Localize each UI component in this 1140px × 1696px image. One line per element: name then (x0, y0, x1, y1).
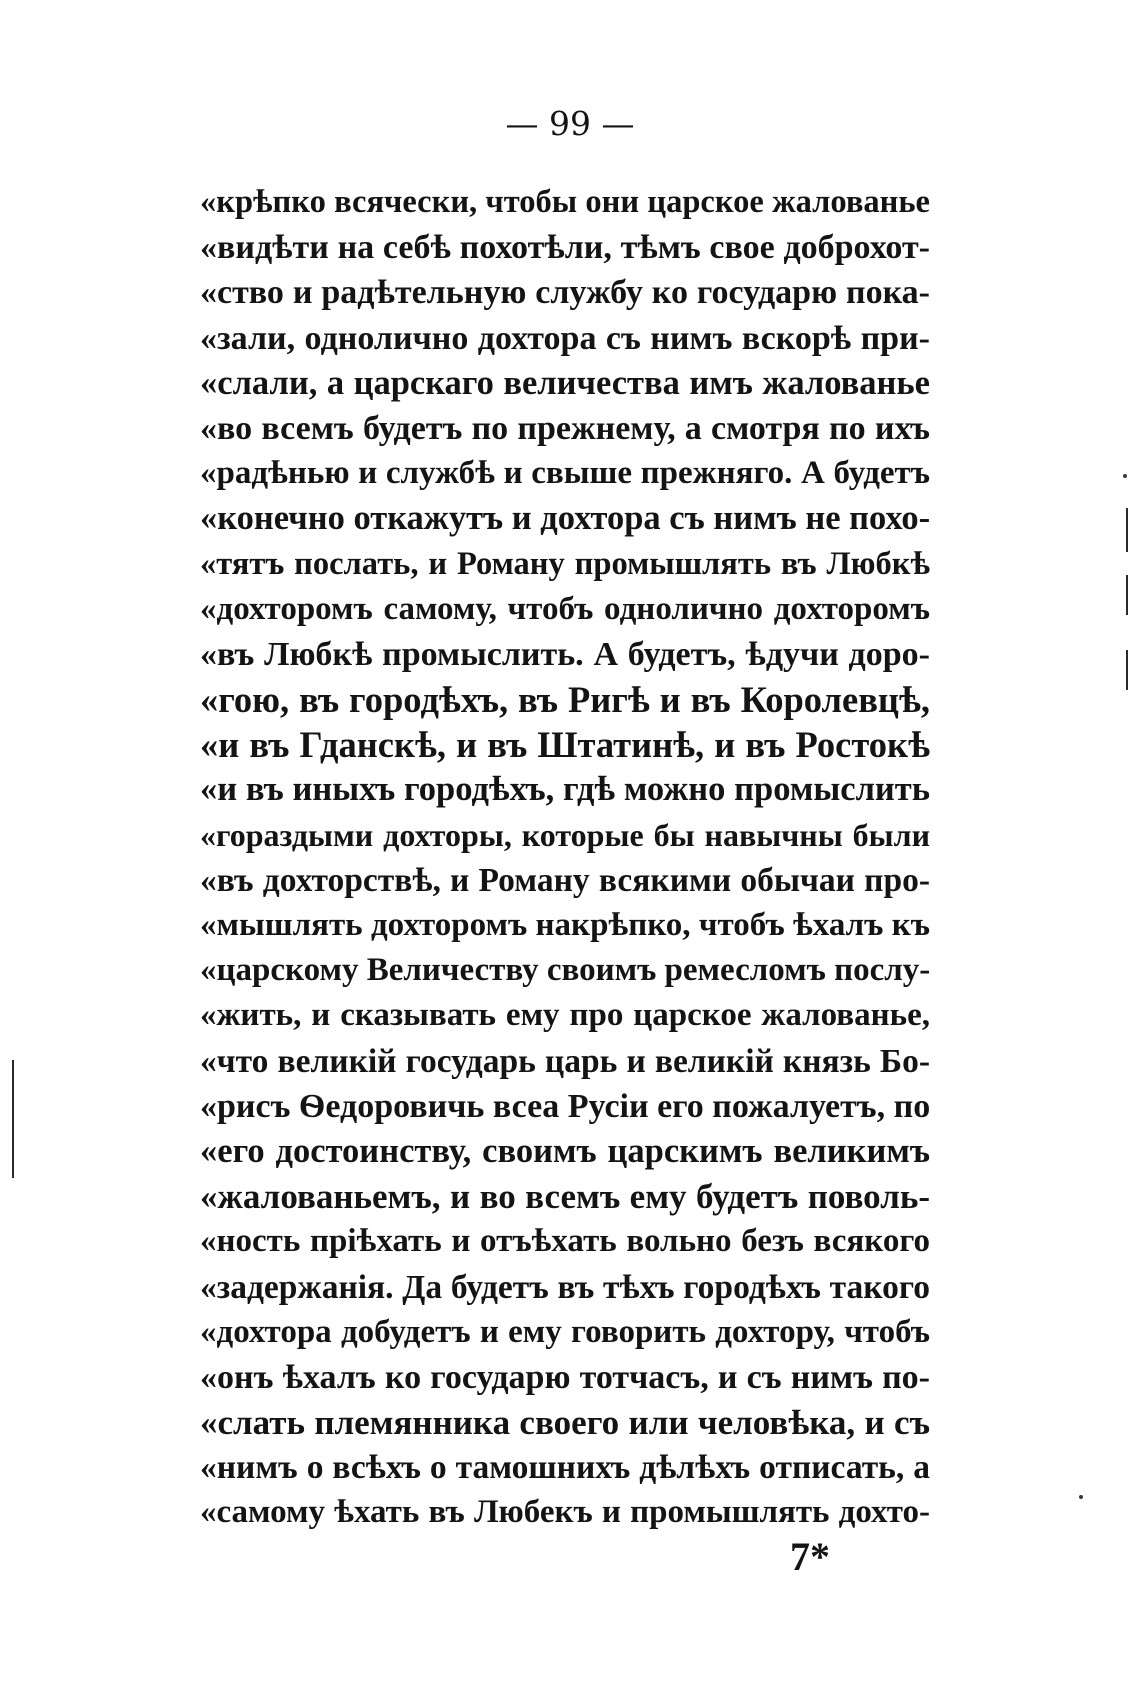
right-margin-mark (1126, 508, 1128, 552)
text-line: «слать племянника своего или человѣка, и съ (200, 1403, 930, 1443)
text-line: «радѣнью и службѣ и свыше прежняго. А будетъ (200, 455, 930, 492)
right-margin-mark (1126, 575, 1128, 615)
text-line: «во всемъ будетъ по прежнему, а смотря по ихъ (200, 409, 930, 447)
text-line: «что великій государь царь и великій князь Бо- (200, 1042, 930, 1080)
text-line: «самому ѣхать въ Любекъ и промышлять дохто- (200, 1494, 930, 1531)
text-line: «дохторомъ самому, чтобъ однолично дохторомъ (200, 590, 930, 627)
text-line: «рисъ Ѳедоровичь всеа Русіи его пожалуетъ, по (200, 1087, 931, 1125)
text-line: «жалованьемъ, и во всемъ ему будетъ поволь- (200, 1177, 930, 1217)
text-line: «ность пріѣхать и отъѣхать вольно безъ всякого (200, 1223, 930, 1260)
text-line: «тятъ послать, и Роману промышлять въ Любкѣ (200, 545, 930, 582)
text-line: «въ Любкѣ промыслить. А будетъ, ѣдучи доро- (200, 635, 930, 673)
text-line: «видѣти на себѣ похотѣли, тѣмъ свое доброхот- (200, 229, 930, 267)
text-line: «зали, однолично дохтора съ нимъ вскорѣ при- (200, 319, 930, 357)
text-line: «царскому Величеству своимъ ремесломъ послу- (200, 952, 931, 989)
signature-mark: 7* (790, 1534, 830, 1579)
text-line: «конечно откажутъ и дохтора съ нимъ не похо- (200, 499, 931, 538)
text-line: «нимъ о всѣхъ о тамошнихъ дѣлѣхъ отписать, а (200, 1449, 930, 1487)
right-margin-mark (1126, 650, 1128, 690)
text-line: «въ дохторствѣ, и Роману всякими обычаи про- (200, 861, 930, 899)
scan-speck (1123, 474, 1127, 478)
scan-speck (1079, 1495, 1083, 1499)
text-line: «ство и радѣтельную службу ко государю пока- (200, 274, 930, 312)
text-line: «крѣпко всячески, чтобы они царское жалованье (200, 184, 930, 220)
text-line: «гораздыми дохторы, которые бы навычны были (200, 816, 930, 853)
text-line: «гою, въ городѣхъ, въ Ригѣ и въ Королевцѣ, (200, 679, 930, 721)
text-line: «мышлять дохторомъ накрѣпко, чтобъ ѣхалъ къ (200, 907, 930, 943)
text-line: «задержанія. Да будетъ въ тѣхъ городѣхъ такого (200, 1268, 930, 1306)
page-number: — 99 — (505, 104, 635, 143)
text-line: «онъ ѣхалъ ко государю тотчасъ, и съ нимъ по- (200, 1358, 930, 1396)
body-text (200, 180, 930, 1536)
left-margin-mark (12, 1060, 14, 1178)
text-line: «и въ Гданскѣ, и въ Штатинѣ, и въ Ростокѣ (200, 724, 930, 766)
text-line: «дохтора добудетъ и ему говорить дохтору, чтобъ (200, 1313, 930, 1350)
text-line: «его достоинству, своимъ царскимъ великимъ (200, 1131, 930, 1170)
text-line: «жить, и сказывать ему про царское жалованье, (200, 997, 930, 1034)
text-line: «слали, а царскаго величества имъ жалованье (200, 363, 930, 402)
text-line: «и въ иныхъ городѣхъ, гдѣ можно промыслить (200, 770, 930, 809)
